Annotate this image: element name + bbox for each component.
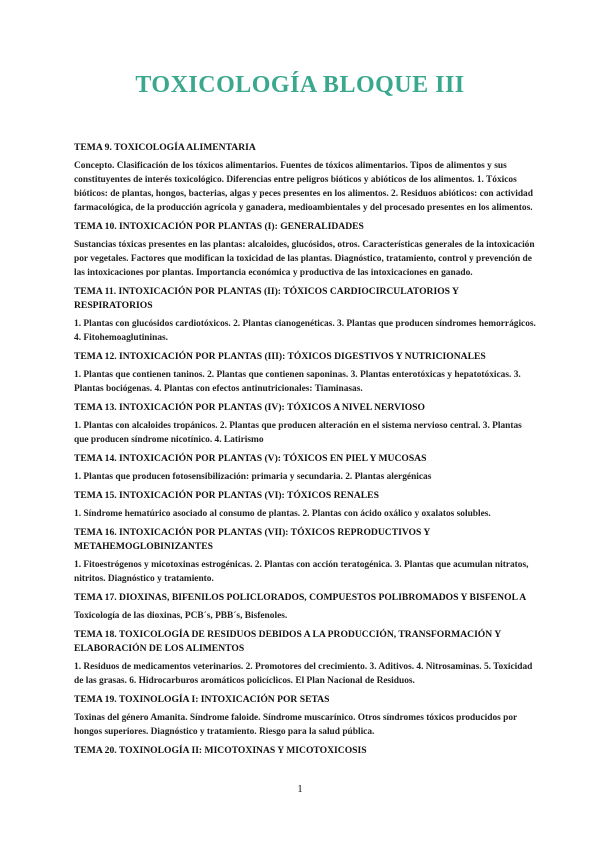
topic-heading: TEMA 13. INTOXICACIÓN POR PLANTAS (IV): TÓXICOS A NIVEL NERVIOSO: [74, 402, 425, 413]
topic-description: 1. Plantas con glucósidos cardiotóxicos. 2. Plantas cianogenéticas. 3. Plantas que producen síndromes hemorrágicos. 4. Fitohemoaglutininas.: [74, 319, 536, 343]
topic-heading: TEMA 16. INTOXICACIÓN POR PLANTAS (VII): TÓXICOS REPRODUCTIVOS Y METAHEMOGLOBINIZANTES: [74, 527, 430, 552]
topic-heading: TEMA 10. INTOXICACIÓN POR PLANTAS (I): GENERALIDADES: [74, 221, 364, 232]
topic-heading: TEMA 19. TOXINOLOGÍA I: INTOXICACIÓN POR SETAS: [74, 694, 330, 705]
topic-heading: TEMA 14. INTOXICACIÓN POR PLANTAS (V): TÓXICOS EN PIEL Y MUCOSAS: [74, 453, 427, 464]
topic-description: 1. Fitoestrógenos y micotoxinas estrogénicas. 2. Plantas con acción teratogénica. 3. Plantas que acumulan nitratos, nitritos. Diagnóstico y tratamiento.: [74, 560, 529, 584]
topic-heading: TEMA 11. INTOXICACIÓN POR PLANTAS (II): TÓXICOS CARDIOCIRCULATORIOS Y RESPIRATORIOS: [74, 286, 459, 311]
topic-section: [74, 526, 536, 586]
topic-section: [74, 744, 536, 758]
topic-description: Toxinas del género Amanita. Síndrome faloide. Síndrome muscarínico. Otros síndromes tóxicos producidos por hongos superiores. Diagnóstico y tratamiento. Riesgo para la salud pública.: [74, 713, 518, 737]
topic-description: 1. Plantas que contienen taninos. 2. Plantas que contienen saponinas. 3. Plantas enterotóxicas y hepatotóxicas. 3. Plantas bociógenas. 4. Plantas con efectos antinutricionales: Tiaminasas.: [74, 370, 521, 394]
topic-description: Sustancias tóxicas presentes en las plantas: alcaloides, glucósidos, otros. Características generales de la intoxicación por vegetales. Factores que modifican la toxicidad de las plantas. Diagnóstico, tratamiento, control y prevención de las intoxicaciones por plantas. Importancia económica y productiva de las intoxicaciones en ganado.: [74, 240, 535, 278]
topic-section: [74, 628, 536, 688]
topic-heading: TEMA 15. INTOXICACIÓN POR PLANTAS (VI): TÓXICOS RENALES: [74, 490, 379, 501]
topic-description: 1. Síndrome hematúrico asociado al consumo de plantas. 2. Plantas con ácido oxálico y oxalatos solubles.: [74, 509, 491, 519]
topic-description: 1. Plantas con alcaloides tropánicos. 2. Plantas que producen alteración en el sistema nervioso central. 3. Plantas que producen síndrome nicotínico. 4. Latirismo: [74, 421, 522, 445]
topic-section: [74, 401, 536, 447]
topic-section: [74, 350, 536, 396]
topic-section: [74, 452, 536, 484]
topic-section: [74, 591, 536, 623]
topic-section: [74, 285, 536, 345]
document-content: [74, 141, 536, 762]
topic-heading: TEMA 20. TOXINOLOGÍA II: MICOTOXINAS Y MICOTOXICOSIS: [74, 745, 367, 756]
topic-section: [74, 489, 536, 521]
document-title: TOXICOLOGÍA BLOQUE III: [135, 72, 465, 98]
topic-description: 1. Residuos de medicamentos veterinarios. 2. Promotores del crecimiento. 3. Aditivos. 4. Nitrosaminas. 5. Toxicidad de las grasas. 6. Hidrocarburos aromáticos policíclicos. El Plan Nacional de Residuos.: [74, 662, 533, 686]
topic-section: [74, 220, 536, 280]
topic-heading: TEMA 17. DIOXINAS, BIFENILOS POLICLORADOS, COMPUESTOS POLIBROMADOS Y BISFENOL A: [74, 592, 527, 603]
topic-description: Toxicología de las dioxinas, PCB´s, PBB´s, Bisfenoles.: [74, 611, 288, 621]
topic-section: [74, 693, 536, 739]
topic-heading: TEMA 12. INTOXICACIÓN POR PLANTAS (III): TÓXICOS DIGESTIVOS Y NUTRICIONALES: [74, 351, 486, 362]
page-number: 1: [297, 783, 303, 795]
topic-section: [74, 141, 536, 215]
topic-description: 1. Plantas que producen fotosensibilización: primaria y secundaria. 2. Plantas alergénicas: [74, 472, 432, 482]
topic-description: Concepto. Clasificación de los tóxicos alimentarios. Fuentes de tóxicos alimentarios. Tipos de alimentos y sus constituyentes de interés toxicológico. Diferencias entre peligros bióticos y abióticos de los alimentos. 1. Tóxicos bióticos: de plantas, hongos, bacterias, algas y peces presentes en los alimentos. 2. Residuos abióticos: con actividad farmacológica, de la producción agrícola y ganadera, medioambientales y del procesado presentes en los alimentos.: [74, 161, 533, 213]
topic-heading: TEMA 18. TOXICOLOGÍA DE RESIDUOS DEBIDOS A LA PRODUCCIÓN, TRANSFORMACIÓN Y ELABORACIÓN DE LOS ALIMENTOS: [74, 629, 501, 654]
topic-heading: TEMA 9. TOXICOLOGÍA ALIMENTARIA: [74, 142, 256, 153]
